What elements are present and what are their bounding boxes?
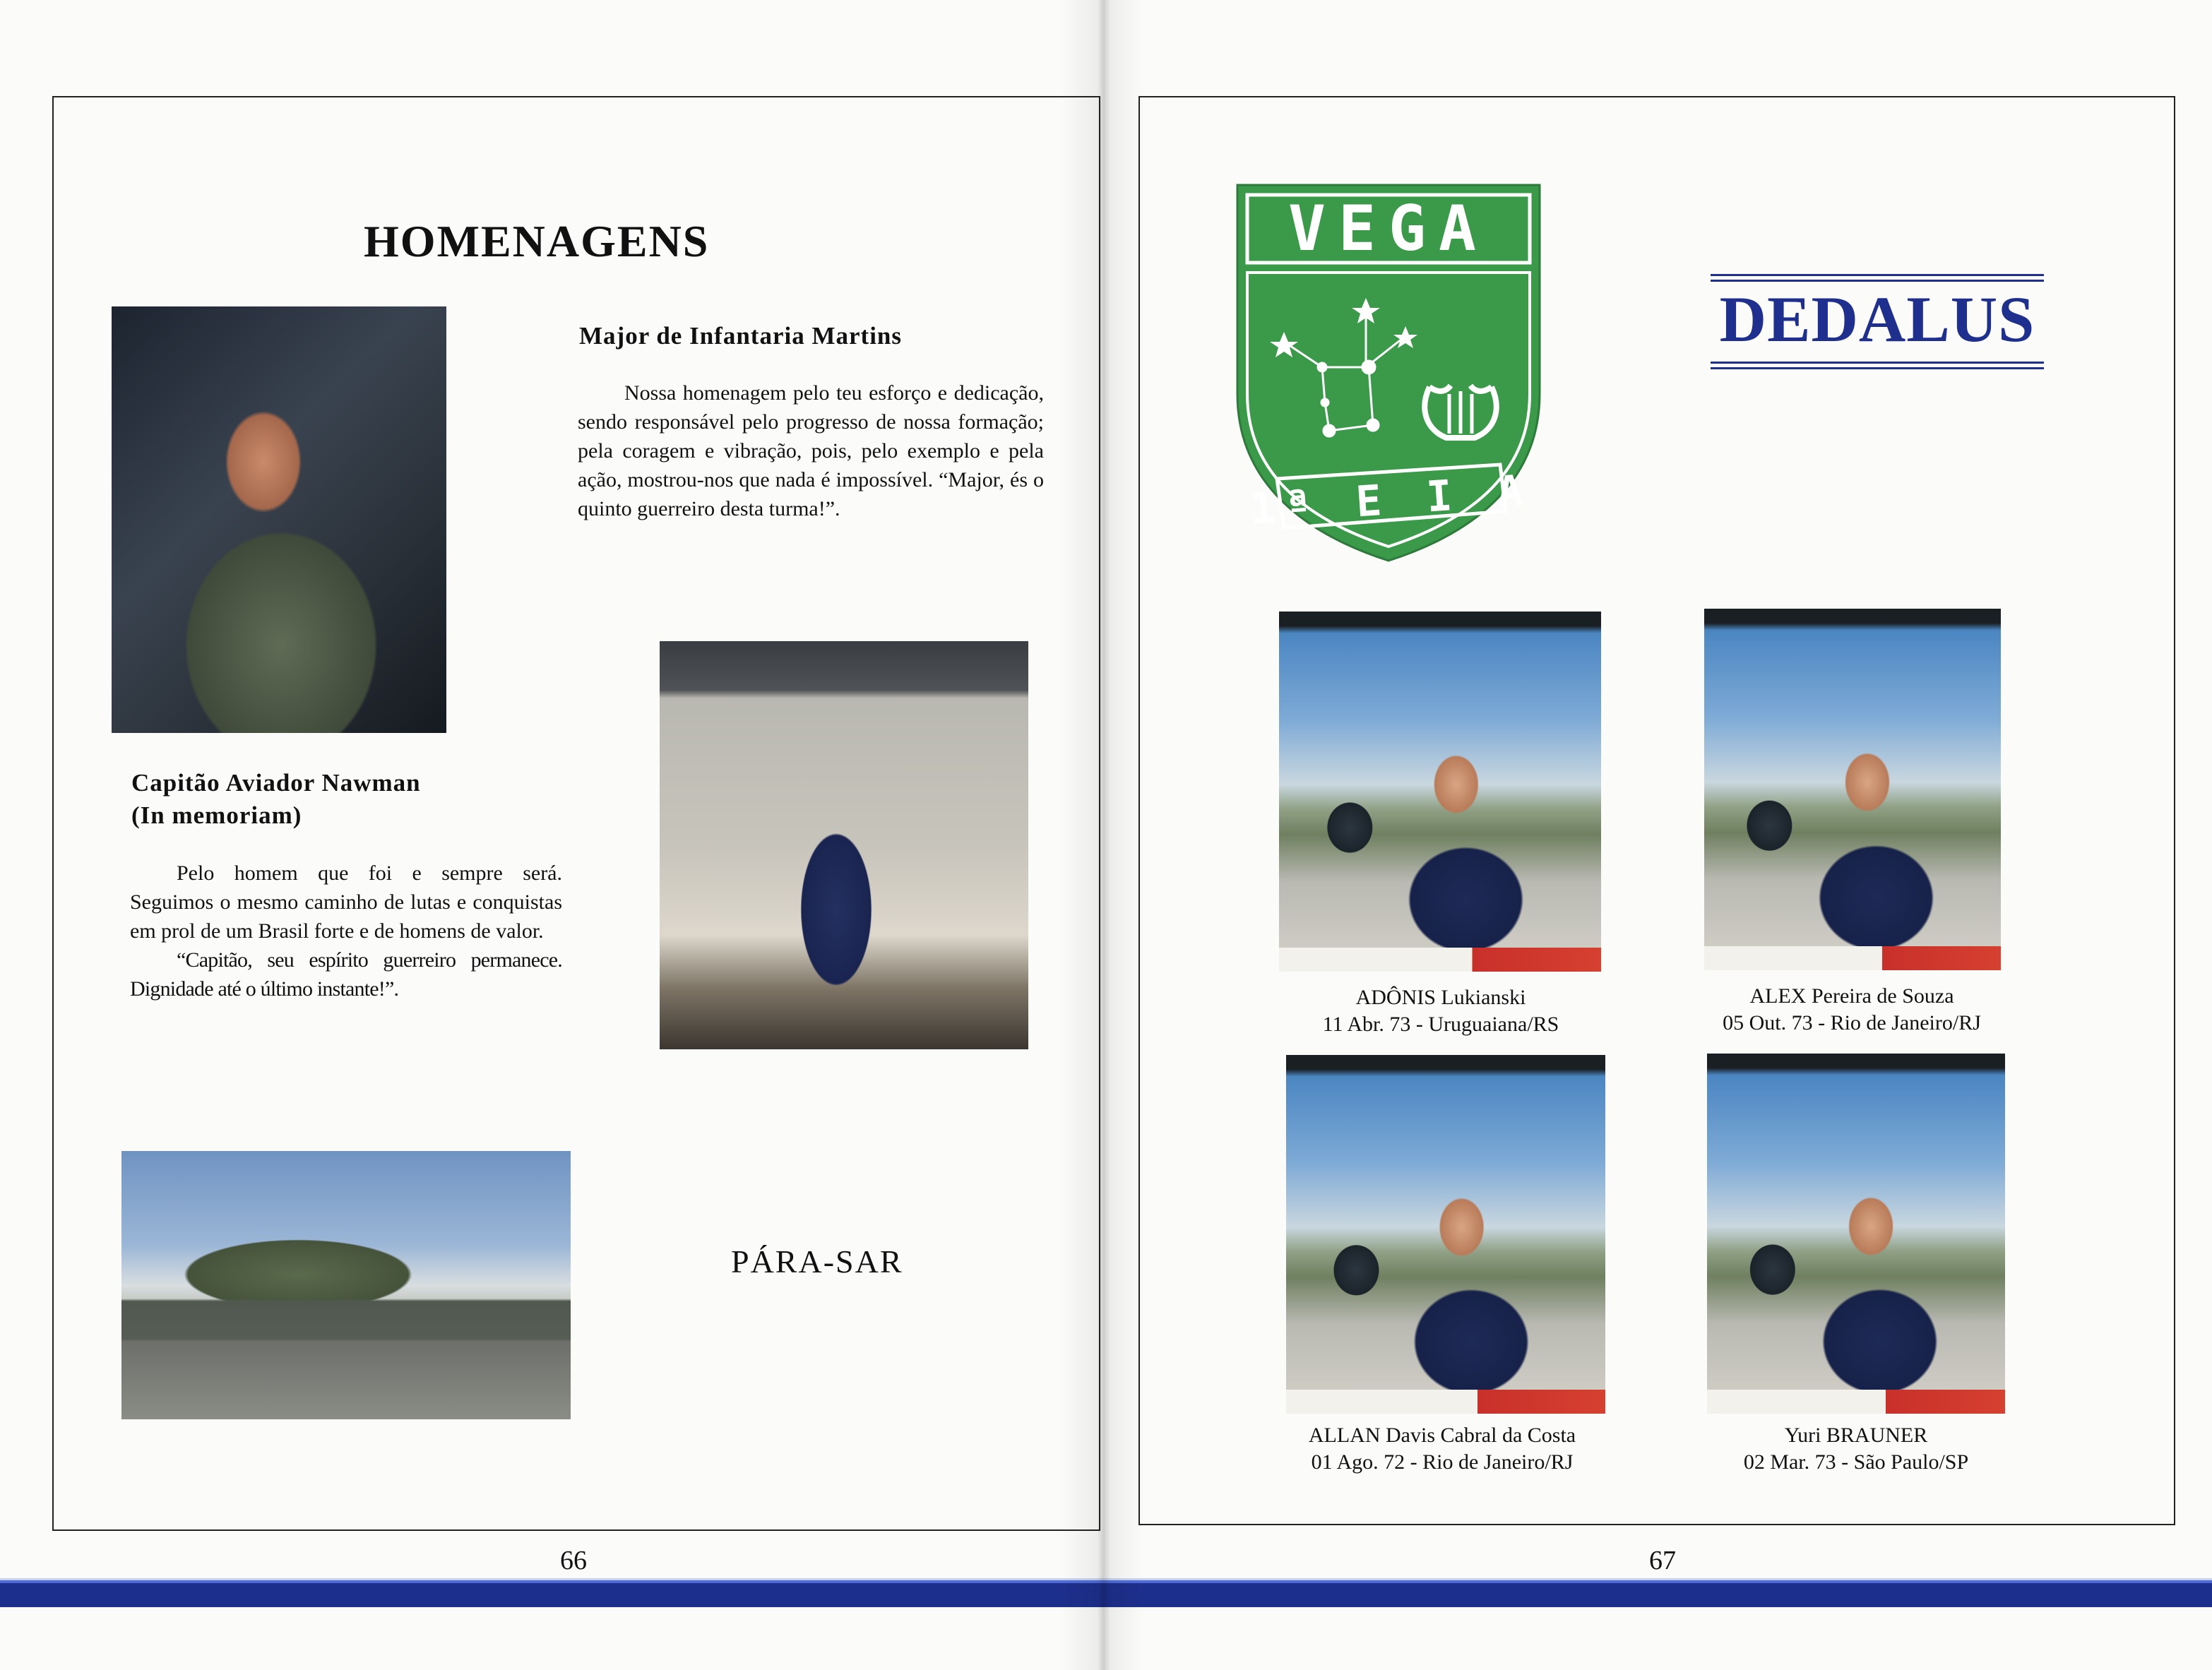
cadet-caption xyxy=(1654,983,2050,1037)
page-number-left: 66 xyxy=(560,1546,587,1575)
photo-helicopter-para-sar xyxy=(121,1151,571,1419)
photo-major-martins xyxy=(112,306,446,733)
captain-tribute-quote: “Capitão, seu espírito guerreiro permanece. Dignidade até o último instante!”. xyxy=(130,948,562,1001)
emblem-top-text: VEGA xyxy=(1288,192,1489,265)
cadet-caption xyxy=(1658,1422,2054,1476)
book-gutter xyxy=(1059,0,1144,1670)
bottom-stripe-right xyxy=(1102,1580,2212,1607)
banner-rule-top-2 xyxy=(1711,280,2044,282)
cadet-name: ALEX Pereira de Souza xyxy=(1749,984,1954,1008)
captain-heading-name: Capitão Aviador Nawman xyxy=(131,769,421,797)
major-tribute-paragraph: Nossa homenagem pelo teu esforço e dedicação, sendo responsável pelo progresso de nossa formação; pela coragem e vibração, pois, pelo exemplo e pela ação, mostrou-nos que nada é impossível. “Major, és o quinto guerreiro desta turma!”. xyxy=(578,381,1044,520)
vega-emblem xyxy=(1235,182,1542,563)
banner-rule-bottom-1 xyxy=(1711,362,2044,364)
cadet-name: ALLAN Davis Cabral da Costa xyxy=(1308,1424,1576,1447)
captain-heading xyxy=(131,767,421,832)
emblem-bottom-text: 1ª E I A xyxy=(1248,465,1535,535)
cadet-details: 05 Out. 73 - Rio de Janeiro/RJ xyxy=(1723,1011,1981,1034)
major-tribute-text xyxy=(578,378,1044,523)
photo-captain-group xyxy=(660,641,1028,1049)
cadet-caption xyxy=(1244,1422,1640,1476)
cadet-name: ADÔNIS Lukianski xyxy=(1355,986,1526,1009)
cadet-details: 11 Abr. 73 - Uruguaiana/RS xyxy=(1322,1013,1559,1036)
bottom-stripe-left xyxy=(0,1580,1102,1607)
captain-tribute-text xyxy=(130,859,562,1003)
captain-tribute-paragraph: Pelo homem que foi e sempre será. Seguimos o mesmo caminho de lutas e conquistas em prol de um Brasil forte e de homens de valor. xyxy=(130,861,562,943)
cadet-caption xyxy=(1243,984,1639,1038)
cadet-photo xyxy=(1704,609,2001,970)
cadet-details: 02 Mar. 73 - São Paulo/SP xyxy=(1743,1450,1969,1474)
group-name-banner xyxy=(1711,274,2044,370)
captain-heading-memoriam: (In memoriam) xyxy=(131,801,302,829)
page-number-right: 67 xyxy=(1649,1546,1676,1575)
para-sar-label: PÁRA-SAR xyxy=(731,1243,903,1280)
cadet-details: 01 Ago. 72 - Rio de Janeiro/RJ xyxy=(1311,1450,1574,1474)
page-title: HOMENAGENS xyxy=(364,216,710,266)
major-heading: Major de Infantaria Martins xyxy=(579,322,902,350)
page-left xyxy=(0,0,1102,1670)
group-name: DEDALUS xyxy=(1719,283,2035,355)
cadet-photo xyxy=(1707,1054,2005,1414)
cadet-photo xyxy=(1286,1055,1605,1414)
cadet-name: Yuri BRAUNER xyxy=(1784,1424,1928,1447)
banner-rule-bottom-2 xyxy=(1711,367,2044,369)
banner-rule-top-1 xyxy=(1711,274,2044,276)
cadet-photo xyxy=(1279,612,1601,972)
